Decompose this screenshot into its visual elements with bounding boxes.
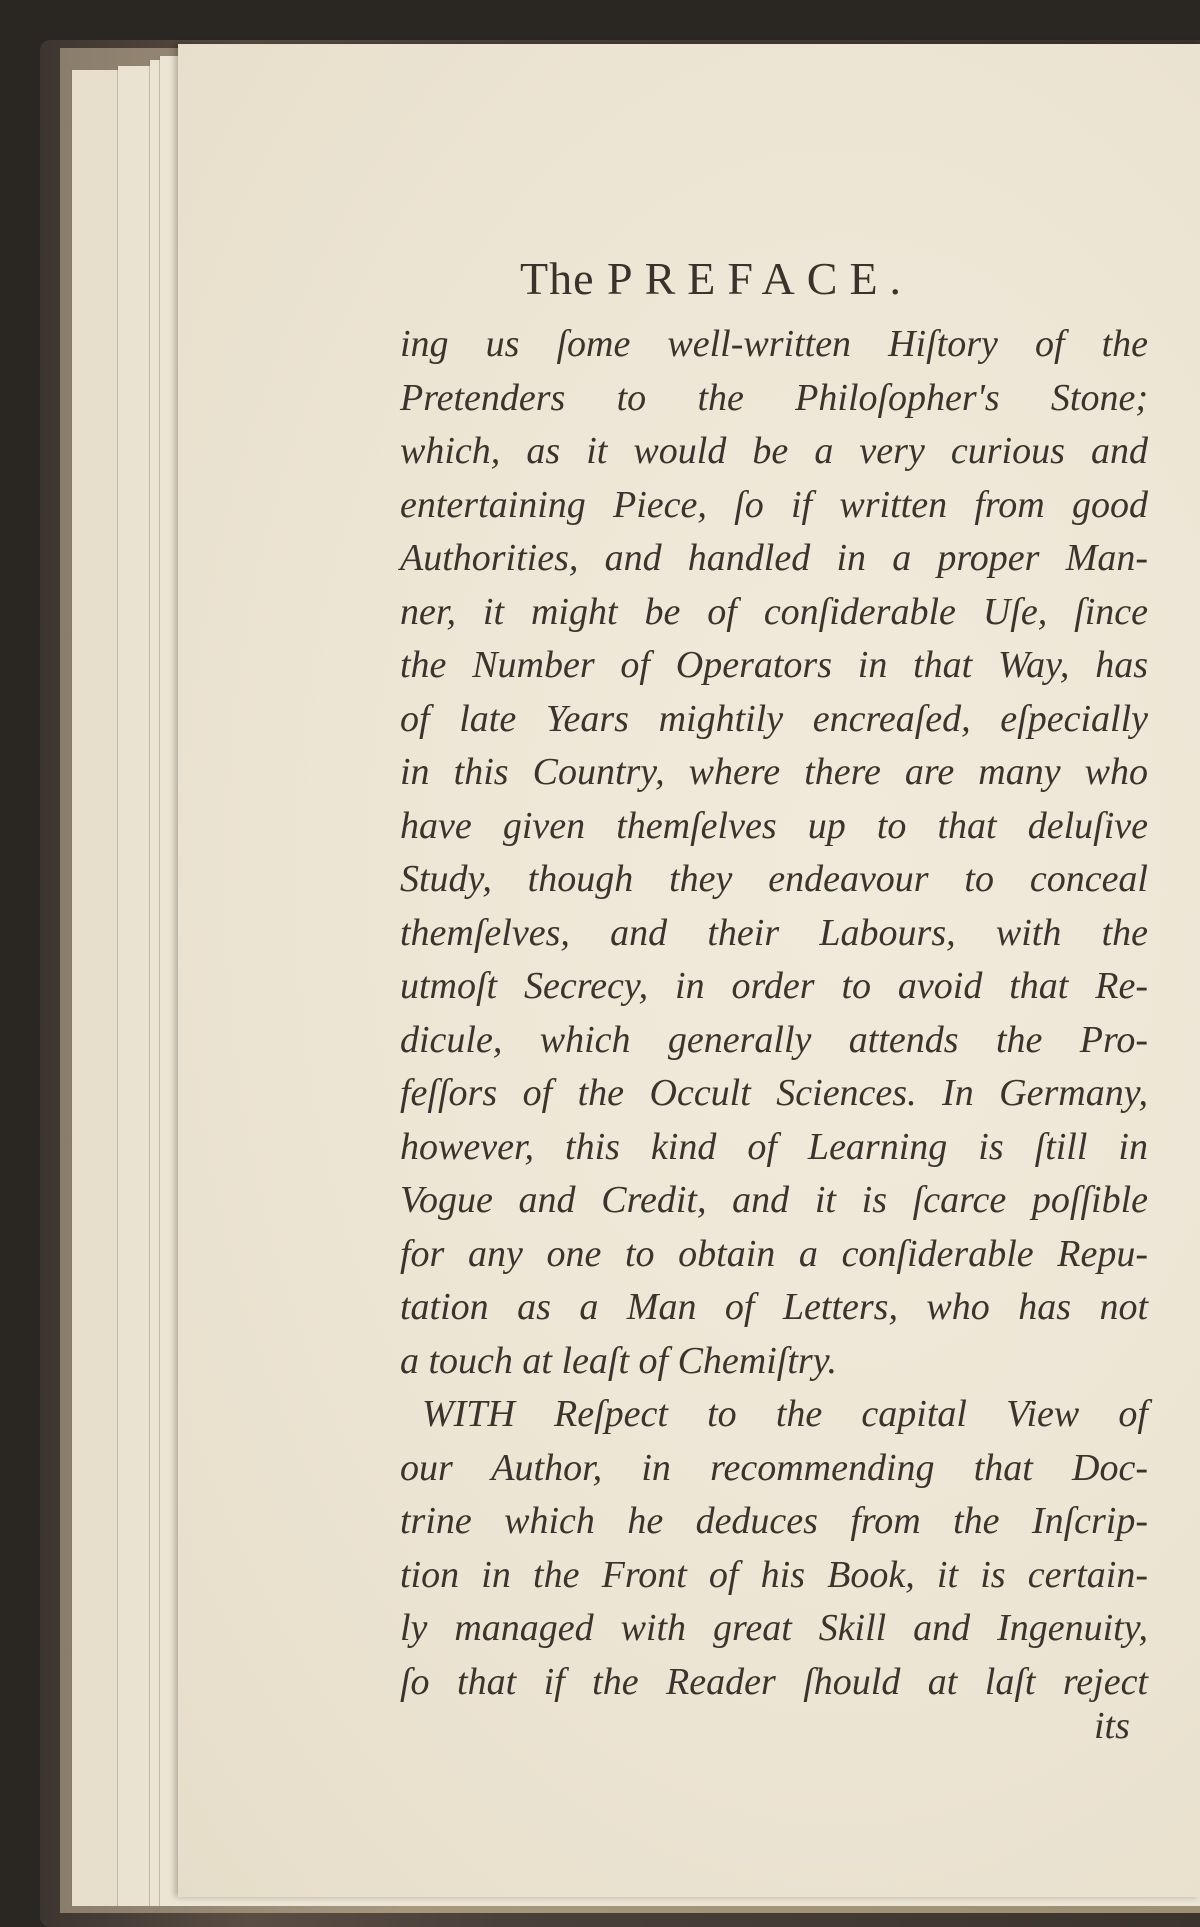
text-line: of late Years mightily encreaſed, eſpecially — [400, 697, 1148, 740]
catchword: its — [1094, 1705, 1130, 1747]
text-line: themſelves, and their Labours, with the — [400, 911, 1148, 954]
text-line: our Author, in recommending that Doc- — [400, 1446, 1148, 1489]
text-line: the Number of Operators in that Way, has — [400, 644, 1148, 686]
text-line: have given themſelves up to that deluſive — [400, 804, 1148, 847]
text-line: WITH Reſpect to the capital View of — [422, 1393, 1148, 1435]
text-line: a touch at leaſt of Chemiſtry. — [400, 1339, 837, 1382]
header-title: PREFACE. — [607, 253, 914, 304]
header-prefix: The — [520, 253, 595, 304]
text-line: trine which he deduces from the Inſcrip- — [400, 1500, 1148, 1542]
body-text — [400, 318, 1148, 1709]
text-line: tion in the Front of his Book, it is certain- — [400, 1553, 1148, 1596]
text-line: ner, it might be of conſiderable Uſe, ſince — [400, 590, 1148, 633]
text-line: dicule, which generally attends the Pro- — [400, 1018, 1148, 1061]
text-line: ing us ſome well-written Hiſtory of the — [400, 323, 1148, 365]
text-line: in this Country, where there are many who — [400, 751, 1148, 793]
text-line: Vogue and Credit, and it is ſcarce poſſible — [400, 1179, 1148, 1221]
text-line: utmoſt Secrecy, in order to avoid that Re- — [400, 965, 1148, 1007]
text-line: Study, though they endeavour to conceal — [400, 858, 1148, 900]
text-line: tation as a Man of Letters, who has not — [400, 1286, 1148, 1328]
text-line: feſſors of the Occult Sciences. In Germany, — [400, 1072, 1148, 1114]
text-line: which, as it would be a very curious and — [400, 430, 1148, 472]
text-line: Pretenders to the Philoſopher's Stone; — [400, 376, 1148, 419]
text-line: for any one to obtain a conſiderable Repu- — [400, 1232, 1148, 1275]
text-line: ly managed with great Skill and Ingenuity, — [400, 1607, 1148, 1649]
text-line: entertaining Piece, ſo if written from good — [400, 483, 1148, 526]
running-header — [520, 252, 913, 305]
text-line: however, this kind of Learning is ſtill in — [400, 1125, 1148, 1168]
text-line: Authorities, and handled in a proper Man- — [400, 537, 1148, 579]
text-line: ſo that if the Reader ſhould at laſt reject — [400, 1660, 1148, 1703]
